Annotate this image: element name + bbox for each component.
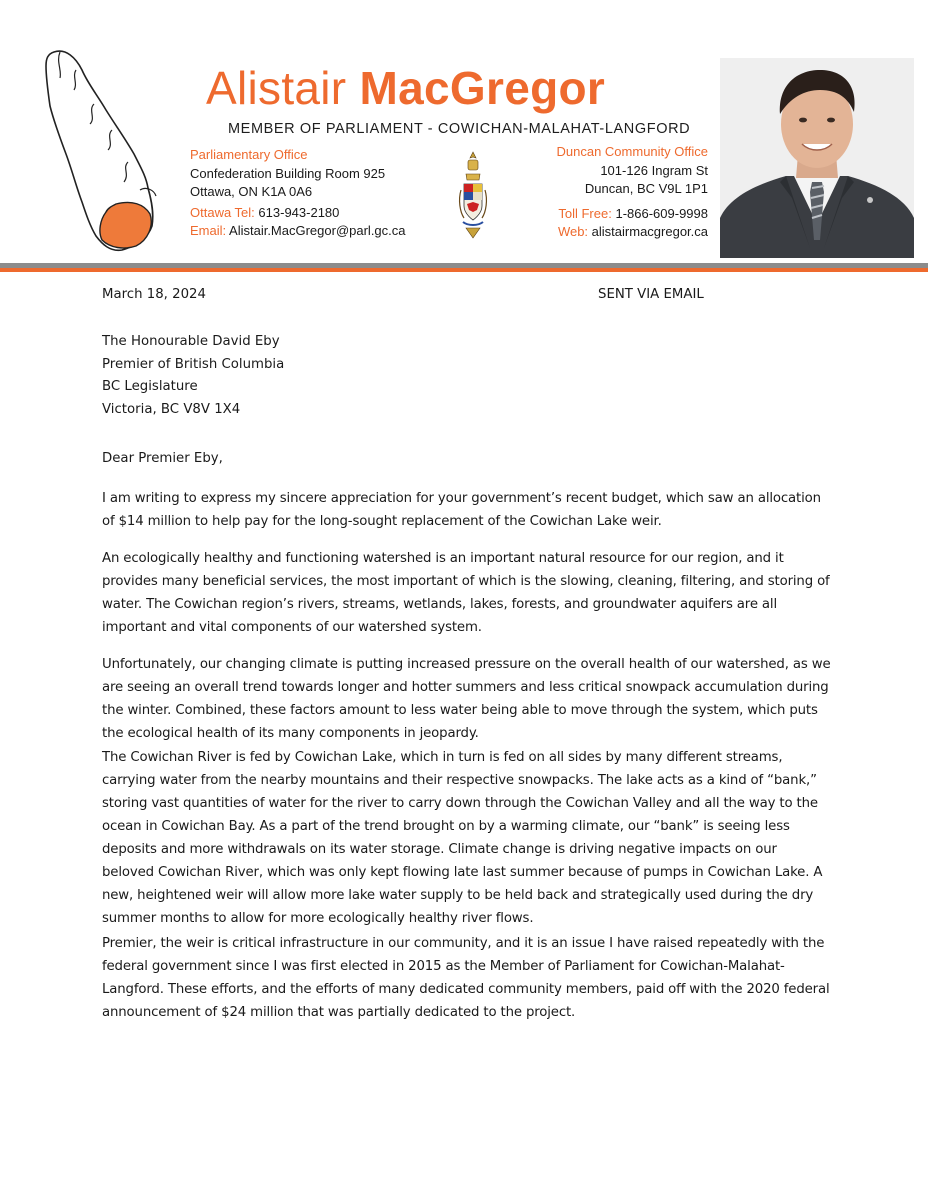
body-paragraph: Premier, the weir is critical infrastructure in our community, and it is an issue I have raised repeatedly with the federal government since I was first elected in 2015 as the Member of Parliament for Cowichan-Malahat-Langford. These efforts, and the efforts of many dedicated community members, paid off with the 2020 federal announcement of $24 million that was partially dedicated to the project. — [102, 936, 830, 1020]
salutation: Dear Premier Eby, — [102, 451, 223, 466]
email-label: Email: — [190, 223, 227, 238]
office-email — [190, 222, 406, 241]
office-toll-free — [546, 205, 708, 224]
delivery-note: SENT VIA EMAIL — [598, 287, 704, 302]
letter-date: March 18, 2024 — [102, 287, 206, 302]
mp-portrait-photo — [720, 58, 914, 258]
vancouver-island-map-icon — [36, 44, 166, 259]
phone-label: Ottawa Tel: — [190, 204, 255, 220]
canada-coat-of-arms-icon — [458, 150, 488, 242]
recipient-line: Victoria, BC V8V 1X4 — [102, 401, 241, 417]
toll-free-number: 1-866-609-9998 — [615, 205, 708, 221]
body-paragraph: Unfortunately, our changing climate is putting increased pressure on the overall health of our watershed, as we are seeing an overall trend towards longer and hotter summers and less critical snowpack accumulation during the winter. Combined, these factors amount to less water being able to move through the system, which puts the ecological health of its many components in jeopardy. — [102, 657, 831, 741]
office-address-line: Ottawa, ON K1A 0A6 — [190, 184, 313, 199]
parliamentary-office-block — [190, 146, 406, 241]
office-title: Parliamentary Office — [190, 147, 308, 162]
body-paragraph: The Cowichan River is fed by Cowichan Lake, which in turn is fed on all sides by many different streams, carrying water from the nearby mountains and their respective snowpacks. The lake acts as a kind of “bank,” storing vast quantities of water for the river to carry down through the Cowichan Valley and all the way to the ocean in Cowichan Bay. As a part of the trend brought on by a warming climate, our “bank” is seeing less deposits and more withdrawals on its water storage. Climate change is driving negative impacts on our beloved Cowichan River, which was only kept flowing late last summer because of pumps in Cowichan Lake. A new, heightened weir will allow more lake water supply to be held back and strategically used during the dry summer months to allow for more ecologically healthy river flows. — [102, 750, 823, 926]
web-address: alistairmacgregor.ca — [591, 224, 708, 239]
recipient-line: The Honourable David Eby — [102, 334, 280, 349]
body-paragraph: An ecologically healthy and functioning watershed is an important natural resource for our region, and it provides many beneficial services, the most important of which is the slowing, cleaning, filtering, and storing of water. The Cowichan region’s rivers, streams, wetlands, lakes, forests, and groundwater aquifers are all important and vital components of our watershed system. — [102, 551, 830, 635]
recipient-address — [102, 331, 284, 421]
phone-number: 613-943-2180 — [258, 204, 340, 220]
mp-riding-subtitle: MEMBER OF PARLIAMENT - COWICHAN-MALAHAT-LANGFORD — [228, 121, 691, 137]
email-address: Alistair.MacGregor@parl.gc.ca — [229, 223, 406, 238]
community-office-block — [546, 143, 708, 242]
office-address-line: 101-126 Ingram St — [600, 162, 708, 178]
office-phone — [190, 204, 406, 223]
office-web — [546, 223, 708, 242]
body-paragraph: I am writing to express my sincere appreciation for your government’s recent budget, which saw an allocation of $14 million to help pay for the long-sought replacement of the Cowichan Lake weir. — [102, 491, 821, 529]
letterhead-divider-orange — [0, 268, 928, 272]
recipient-line: Premier of British Columbia — [102, 356, 285, 372]
toll-free-label: Toll Free: — [558, 205, 612, 221]
office-title: Duncan Community Office — [556, 144, 708, 159]
office-address-line: Confederation Building Room 925 — [190, 165, 386, 181]
mp-first-name: Alistair — [206, 62, 347, 114]
mp-last-name: MacGregor — [359, 62, 606, 114]
recipient-line: BC Legislature — [102, 379, 198, 394]
office-address-line: Duncan, BC V9L 1P1 — [584, 181, 708, 196]
web-label: Web: — [557, 224, 589, 239]
mp-name — [206, 60, 605, 116]
